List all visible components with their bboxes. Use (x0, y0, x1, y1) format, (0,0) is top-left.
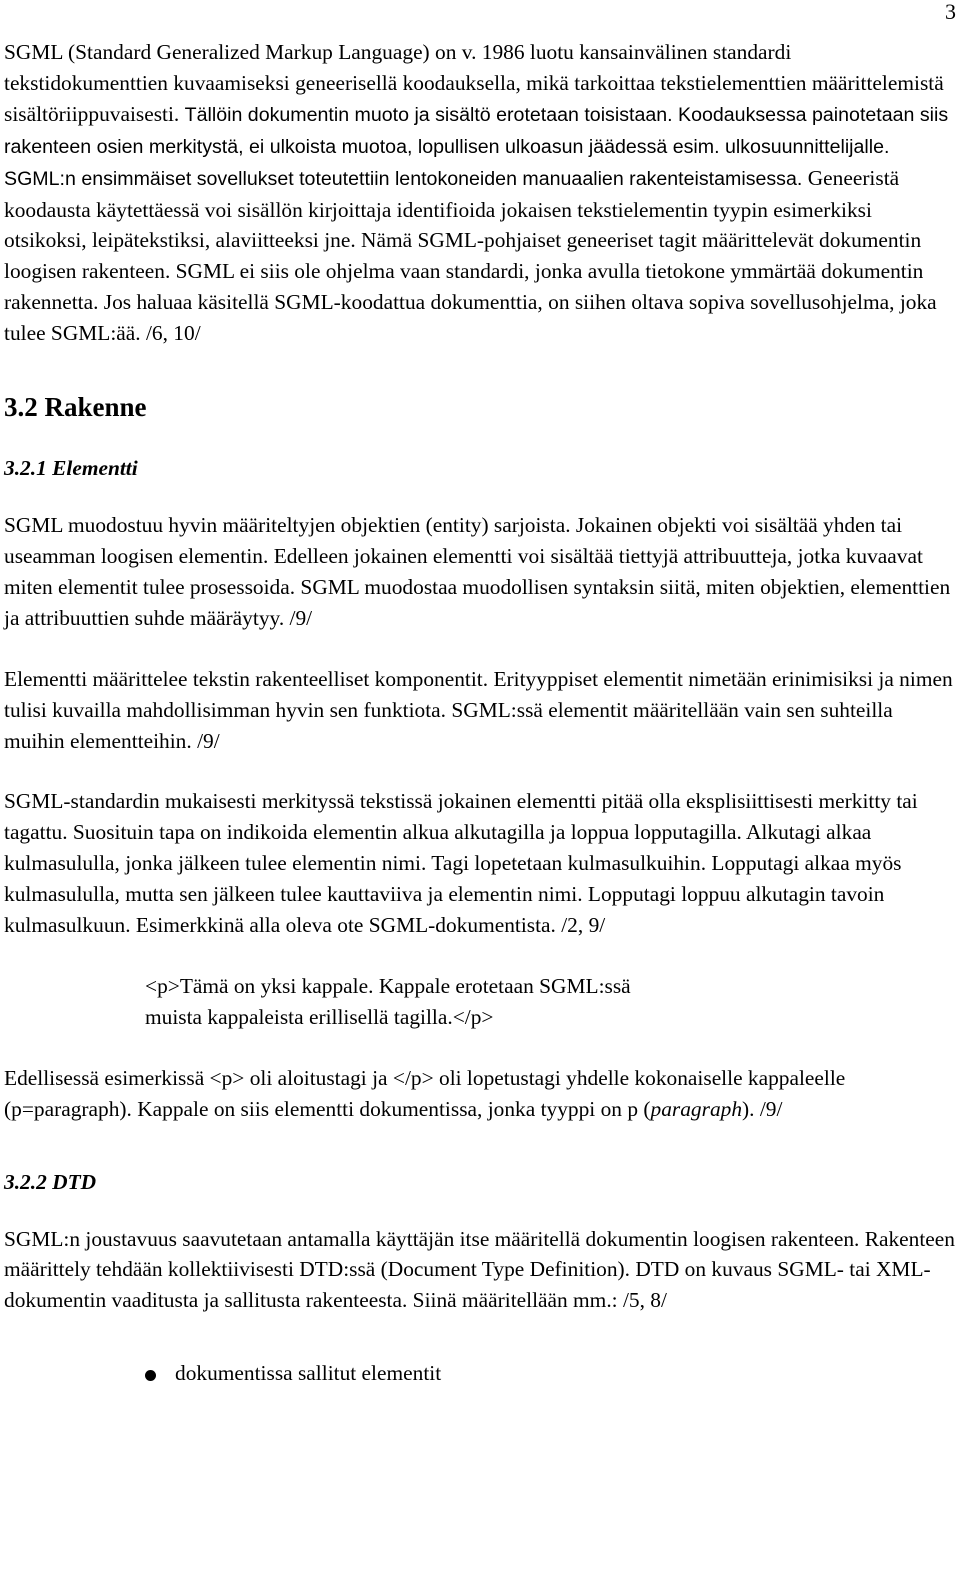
section-heading-3-2-2: 3.2.2 DTD (4, 1169, 97, 1194)
bullet-icon (145, 1370, 156, 1381)
elementti-paragraph-2: Elementti määrittelee tekstin rakenteelliset komponentit. Erityyppiset elementit nimetään erinimisiksi ja nimen tulisi kuvailla mahdollisimman hyvin sen funktiota. SGML:ssä elementit määritellään vain sen suhteilla muihin elementteihin. /9/ (4, 666, 953, 753)
list-item (4, 1358, 956, 1388)
elementti-paragraph-4-end: ). /9/ (742, 1096, 783, 1121)
intro-paragraph (4, 37, 956, 349)
sgml-example-line-1: <p>Tämä on yksi kappale. Kappale erotetaan SGML:ssä (145, 973, 631, 998)
list-item-text: dokumentissa sallitut elementit (175, 1361, 442, 1386)
elementti-paragraph-3: SGML-standardin mukaisesti merkityssä tekstissä jokainen elementti pitää olla eksplisiittisesti merkitty tai tagattu. Suosituin tapa on indikoida elementin alkua alkutagilla ja loppua lopputagilla. Alkutagi alkaa kulmasululla, jonka jälkeen tulee elementin nimi. Tagi lopetetaan kulmasulkuihin. Lopputagi alkaa myös kulmasululla, mutta sen jälkeen tulee kauttaviiva ja elementin nimi. Lopputagi loppuu alkutagin tavoin kulmasulkuun. Esimerkkinä alla oleva ote SGML-dokumentista. /2, 9/ (4, 789, 918, 938)
elementti-paragraph-4 (4, 1063, 956, 1125)
section-heading-3-2: 3.2 Rakenne (4, 392, 147, 423)
intro-serif-start: SGML (Standard Generalized Markup Language) on v. 1986 luotu kansainvälinen standardi tekstidokumenttien kuvaamiseksi geneerisellä koodauksella, mikä tarkoittaa tekstielementtien määrittelemistä sisältöriippuvaisesti. (4, 40, 944, 126)
section-heading-3-2-1: 3.2.1 Elementti (4, 456, 138, 481)
page-content (4, 37, 956, 1388)
paragraph-term: paragraph (650, 1096, 743, 1121)
sgml-example-block (145, 971, 956, 1033)
page-number: 3 (945, 0, 956, 24)
intro-serif-end: Geneeristä koodausta käytettäessä voi sisällön kirjoittaja identifioida jokaisen tekstielementin tyypin esimerkiksi otsikoksi, leipätekstiksi, alaviitteeksi jne. Nämä SGML-pohjaiset geneeriset tagit määrittelevät dokumentin loogisen rakenteen. SGML ei siis ole ohjelma vaan standardi, jonka avulla tietokone ymmärtää dokumentin rakennetta. Jos haluaa käsitellä SGML-koodattua dokumenttia, on siihen oltava sopiva sovellusohjelma, joka tulee SGML:ää. /6, 10/ (4, 165, 937, 346)
elementti-paragraph-4-start: Edellisessä esimerkissä <p> oli aloitustagi ja </p> oli lopetustagi yhdelle kokonaiselle kappaleelle (p=paragraph). Kappale on siis elementti dokumentissa, jonka tyyppi on p ( (4, 1065, 846, 1121)
dtd-paragraph-1: SGML:n joustavuus saavutetaan antamalla käyttäjän itse määritellä dokumentin loogisen rakenteen. Rakenteen määrittely tehdään kollektiivisesti DTD:ssä (Document Type Definition). DTD on kuvaus SGML- tai XML-dokumentin vaaditusta ja sallitusta rakenteesta. Siinä määritellään mm.: /5, 8/ (4, 1226, 955, 1313)
sgml-example-line-2: muista kappaleista erillisellä tagilla.</p> (145, 1004, 494, 1029)
dtd-bullet-list (4, 1358, 956, 1388)
intro-sans-segment: Tällöin dokumentin muoto ja sisältö erotetaan toisistaan. Koodauksessa painotetaan siis rakenteen osien merkitystä, ei ulkoista muotoa, lopullisen ulkoasun jäädessä esim. ulkosuunnittelijalle. SGML:n ensimmäiset sovellukset toteutettiin lentokoneiden manuaalien rakenteistamisessa. (4, 103, 949, 190)
elementti-paragraph-1: SGML muodostuu hyvin määriteltyjen objektien (entity) sarjoista. Jokainen objekti voi sisältää yhden tai useamman loogisen elementin. Edelleen jokainen elementti voi sisältää tiettyjä attribuutteja, jotka kuvaavat miten elementit tulee prosessoida. SGML muodostaa muodollisen syntaksin siitä, miten objektien, elementtien ja attribuuttien suhde määräytyy. /9/ (4, 513, 951, 630)
